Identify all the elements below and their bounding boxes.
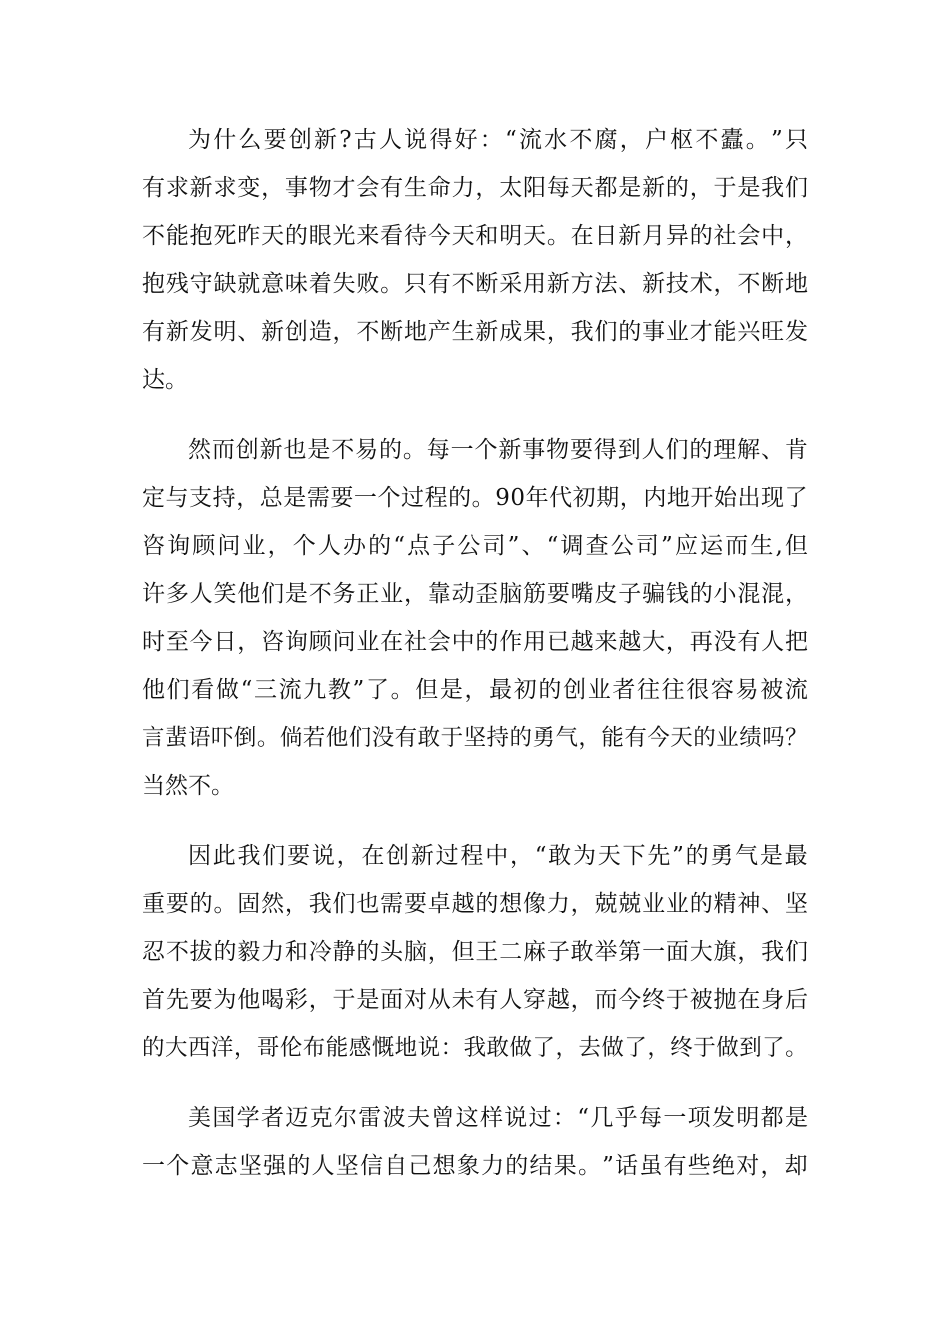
paragraph-2 bbox=[142, 426, 808, 810]
text-line: 咨 询 顾 问 业 ， 个 人 办 的 “ 点 子 公 司 ” 、 “ 调 查 公 司 ” 应 运 而 生 , 但 bbox=[142, 533, 808, 559]
text-line: 首 先 要 为 他 喝 彩 ， 于 是 面 对 从 未 有 人 穿 越 ， 而 今 终 于 被 抛 在 身 后 bbox=[142, 987, 808, 1013]
text-line: 达。 bbox=[142, 367, 188, 393]
text-line: 许 多 人 笑 他 们 是 不 务 正 业 ， 靠 动 歪 脑 筋 要 嘴 皮 子 骗 钱 的 小 混 混 ， bbox=[142, 581, 808, 607]
text-line: 的 大 西 洋 ， 哥 伦 布 能 感 慨 地 说 ： 我 敢 做 了 ， 去 做 了 ， 终 于 做 到 了 。 bbox=[142, 1035, 808, 1061]
text-line: 定 与 支 持 ， 总 是 需 要 一 个 过 程 的 。 9 0 年 代 初 期 ， 内 地 开 始 出 现 了 bbox=[142, 485, 808, 511]
paragraph-4 bbox=[142, 1094, 808, 1190]
text-line: 重 要 的 。 固 然 ， 我 们 也 需 要 卓 越 的 想 像 力 ， 兢 兢 业 业 的 精 神 、 坚 bbox=[142, 891, 808, 917]
text-line: 不 能 抱 死 昨 天 的 眼 光 来 看 待 今 天 和 明 天 。 在 日 新 月 异 的 社 会 中 ， bbox=[142, 223, 808, 249]
text-line: 然 而 创 新 也 是 不 易 的 。 每 一 个 新 事 物 要 得 到 人 们 的 理 解 、 肯 bbox=[188, 437, 808, 463]
text-line: 为 什 么 要 创 新 ? 古 人 说 得 好 ： “ 流 水 不 腐 ， 户 枢 不 蠹 。 ” 只 bbox=[188, 127, 808, 153]
text-line: 因 此 我 们 要 说 ， 在 创 新 过 程 中 ， “ 敢 为 天 下 先 ” 的 勇 气 是 最 bbox=[188, 843, 808, 869]
paragraph-3 bbox=[142, 832, 808, 1072]
text-line: 他 们 看 做 “ 三 流 九 教 ” 了 。 但 是 ， 最 初 的 创 业 者 往 往 很 容 易 被 流 bbox=[142, 677, 808, 703]
text-line: 时 至 今 日 ， 咨 询 顾 问 业 在 社 会 中 的 作 用 已 越 来 越 大 ， 再 没 有 人 把 bbox=[142, 629, 808, 655]
document-body bbox=[142, 116, 808, 1190]
text-line: 抱 残 守 缺 就 意 味 着 失 败 。 只 有 不 断 采 用 新 方 法 、 新 技 术 ， 不 断 地 bbox=[142, 271, 808, 297]
paragraph-1 bbox=[142, 116, 808, 404]
paragraph-gap bbox=[142, 1072, 808, 1094]
text-line: 一 个 意 志 坚 强 的 人 坚 信 自 己 想 象 力 的 结 果 。 ” 话 虽 有 些 绝 对 ， 却 bbox=[142, 1153, 808, 1179]
text-line: 有 求 新 求 变 ， 事 物 才 会 有 生 命 力 ， 太 阳 每 天 都 是 新 的 ， 于 是 我 们 bbox=[142, 175, 808, 201]
text-line: 忍 不 拔 的 毅 力 和 冷 静 的 头 脑 ， 但 王 二 麻 子 敢 举 第 一 面 大 旗 ， 我 们 bbox=[142, 939, 808, 965]
text-line: 当然不。 bbox=[142, 773, 234, 799]
text-line: 言 蜚 语 吓 倒 。 倘 若 他 们 没 有 敢 于 坚 持 的 勇 气 ， 能 有 今 天 的 业 绩 吗 ？ bbox=[142, 725, 808, 751]
paragraph-gap bbox=[142, 404, 808, 426]
text-line: 有 新 发 明 、 新 创 造 ， 不 断 地 产 生 新 成 果 ， 我 们 的 事 业 才 能 兴 旺 发 bbox=[142, 319, 808, 345]
text-line: 美 国 学 者 迈 克 尔 雷 波 夫 曾 这 样 说 过 ： “ 几 乎 每 一 项 发 明 都 是 bbox=[188, 1105, 808, 1131]
paragraph-gap bbox=[142, 810, 808, 832]
